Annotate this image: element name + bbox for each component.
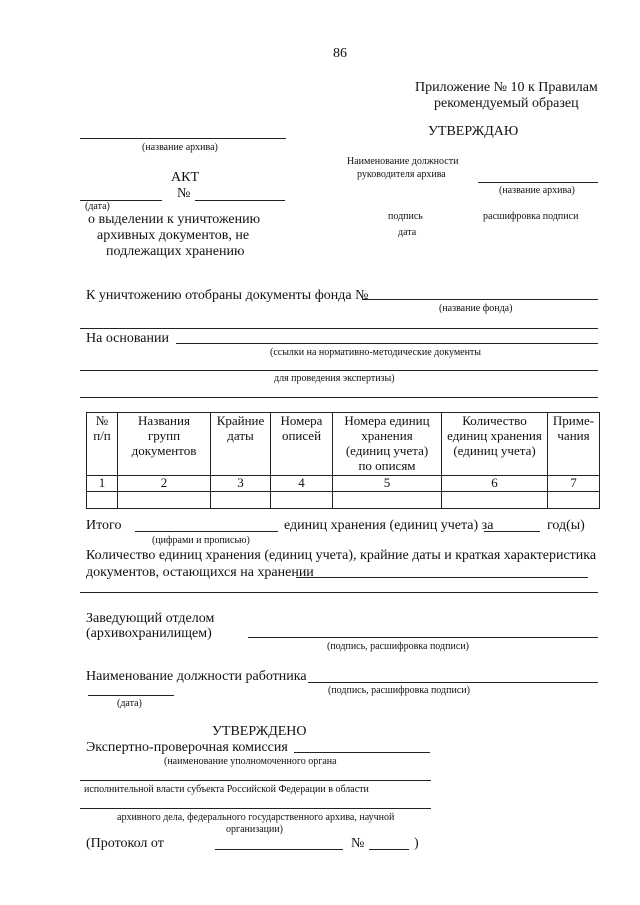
approved-caption2: исполнительной власти субъекта Российской Федерации в области [84, 784, 369, 795]
approve-archive-caption: (название архива) [499, 185, 575, 196]
worker-signature-underline [308, 682, 598, 683]
basis-caption1: (ссылки на нормативно-методические документы [270, 347, 482, 358]
approve-date-caption: дата [398, 227, 417, 238]
fund-caption: (название фонда) [439, 303, 513, 314]
protocol-date-underline [215, 849, 343, 850]
approved-title: УТВЕРЖДЕНО [212, 724, 307, 739]
protocol-number-sign: № [351, 836, 365, 851]
approved-caption1: (наименование уполномоченного органа [164, 756, 337, 767]
itogo-label: Итого [86, 518, 122, 533]
head-signature-underline [248, 637, 598, 638]
basis-text: На основании [86, 331, 169, 346]
table-cell[interactable] [211, 491, 271, 508]
approve-signature-caption: подпись [388, 211, 423, 222]
fund-underline [362, 299, 598, 300]
remaining-underline [296, 577, 588, 578]
approve-title: УТВЕРЖДАЮ [428, 124, 519, 139]
worker-caption: (подпись, расшифровка подписи) [328, 685, 470, 696]
table-header-cell: Приме- чания [548, 413, 600, 476]
basis-underline-2 [80, 370, 598, 371]
table-cell[interactable] [118, 491, 211, 508]
approved-underline-2 [80, 780, 431, 781]
act-subject-line1: о выделении к уничтожению [88, 212, 261, 227]
fund-underline-2 [80, 328, 598, 329]
basis-underline-3 [80, 397, 598, 398]
year-underline [484, 531, 540, 532]
table-cell[interactable] [333, 491, 442, 508]
table-cell[interactable] [548, 491, 600, 508]
table-row [87, 491, 600, 508]
fund-text: К уничтожению отобраны документы фонда № [86, 288, 369, 303]
table-cell[interactable] [442, 491, 548, 508]
remaining-underline-2 [80, 592, 598, 593]
appendix-line1: Приложение № 10 к Правилам [415, 80, 598, 95]
table-header-cell: Номера единиц хранения (единиц учета) по описям [333, 413, 442, 476]
table-header-row [87, 413, 600, 476]
table-cell[interactable] [87, 491, 118, 508]
year-text: год(ы) [547, 518, 585, 533]
table-cell: 1 [87, 475, 118, 491]
units-text: единиц хранения (единиц учета) за [284, 518, 494, 533]
worker-date-caption: (дата) [117, 698, 142, 709]
table-header-cell: Номера описей [271, 413, 333, 476]
table-cell: 4 [271, 475, 333, 491]
table-number-row [87, 475, 600, 491]
basis-caption2: для проведения экспертизы) [274, 373, 395, 384]
protocol-number-underline [369, 849, 409, 850]
approve-position-line2: руководителя архива [357, 169, 446, 180]
table-cell: 5 [333, 475, 442, 491]
approved-caption3: архивного дела, федерального государственного архива, научной [117, 812, 395, 823]
head-line2: (архивохранилищем) [86, 626, 212, 641]
table-header-cell: Крайние даты [211, 413, 271, 476]
commission-text: Экспертно-проверочная комиссия [86, 740, 288, 755]
worker-date-underline [88, 695, 174, 696]
documents-table [86, 412, 600, 509]
page-number: 86 [333, 46, 347, 61]
act-subject-line2: архивных документов, не [97, 228, 250, 243]
table-cell: 7 [548, 475, 600, 491]
archive-name-caption: (название архива) [142, 142, 218, 153]
act-number-underline [195, 200, 285, 201]
remaining-line1: Количество единиц хранения (единиц учета), крайние даты и краткая характеристика [86, 548, 597, 563]
digits-caption: (цифрами и прописью) [152, 535, 250, 546]
archive-name-underline [80, 138, 286, 139]
table-cell: 3 [211, 475, 271, 491]
table-cell: 6 [442, 475, 548, 491]
approved-underline-3 [80, 808, 431, 809]
appendix-line2: рекомендуемый образец [434, 96, 579, 111]
commission-underline [294, 752, 430, 753]
approve-decoding-caption: расшифровка подписи [483, 211, 579, 222]
act-number-sign: № [177, 186, 191, 201]
approve-archive-underline [478, 182, 598, 183]
act-subject-line3: подлежащих хранению [106, 244, 245, 259]
itogo-underline [135, 531, 278, 532]
remaining-line2: документов, остающихся на хранении [86, 565, 314, 580]
worker-text: Наименование должности работника [86, 669, 307, 684]
table-header-cell: Количество единиц хранения (единиц учета) [442, 413, 548, 476]
table-header-cell: Названия групп документов [118, 413, 211, 476]
head-line1: Заведующий отделом [86, 611, 215, 626]
approved-caption4: организации) [226, 824, 284, 835]
table-cell[interactable] [271, 491, 333, 508]
approve-position-line1: Наименование должности [347, 156, 459, 167]
head-caption: (подпись, расшифровка подписи) [327, 641, 469, 652]
act-date-caption: (дата) [85, 201, 110, 212]
table-cell: 2 [118, 475, 211, 491]
protocol-close-paren: ) [414, 836, 419, 851]
basis-underline [176, 343, 598, 344]
protocol-text: (Протокол от [86, 836, 164, 851]
act-title: АКТ [171, 170, 199, 185]
table-header-cell: № п/п [87, 413, 118, 476]
